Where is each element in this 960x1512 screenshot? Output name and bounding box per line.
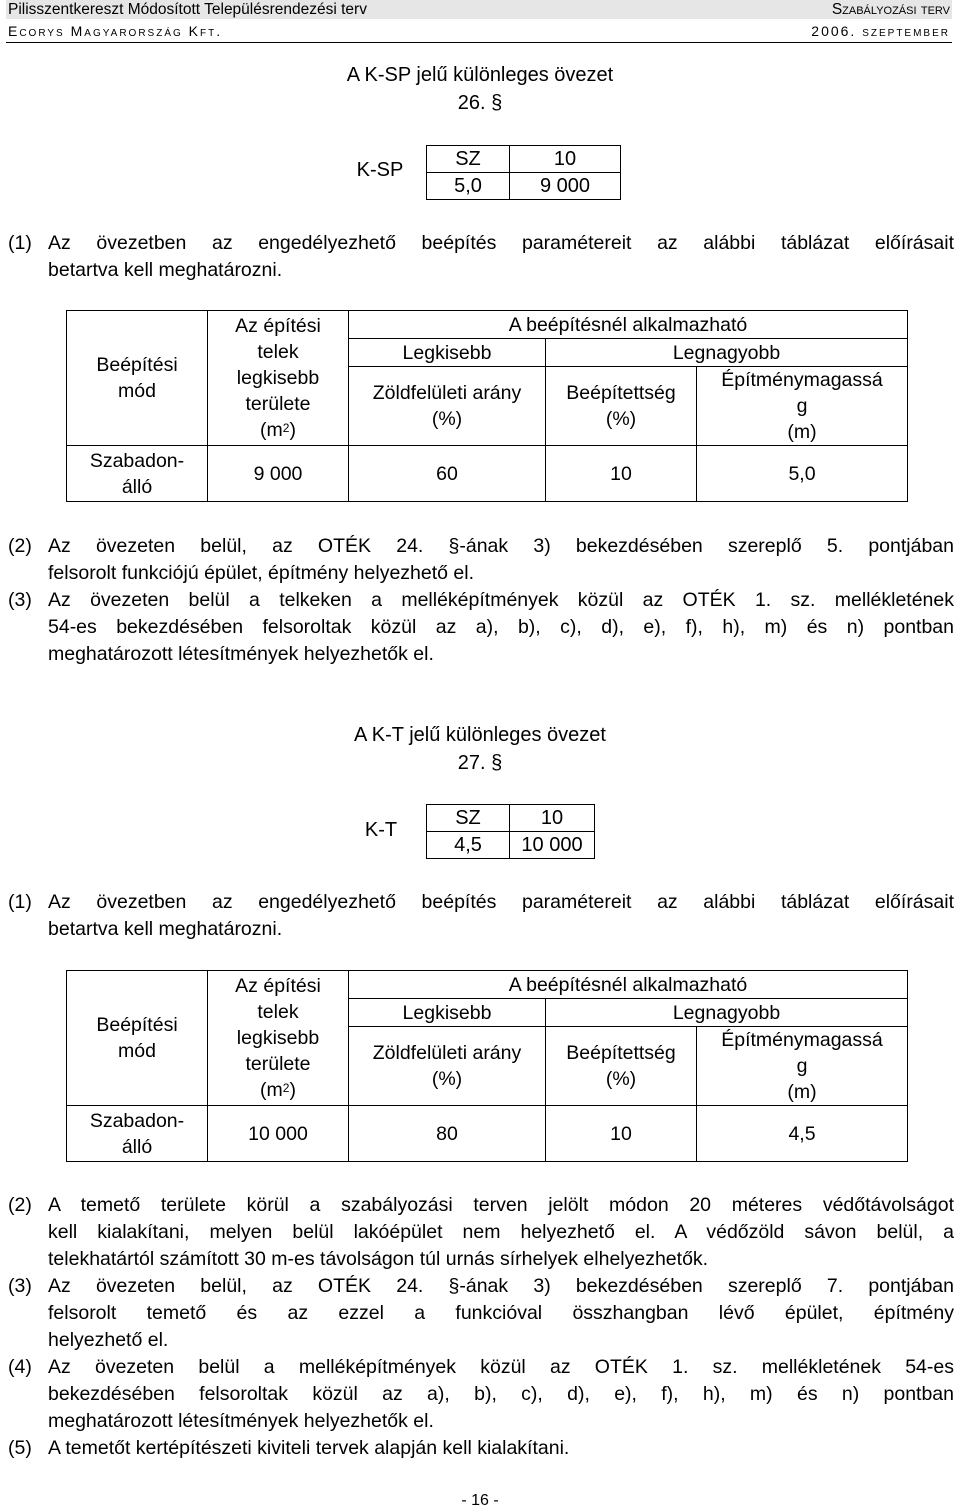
document-title: Pilisszentkereszt Módosított Településrendezési terv	[8, 1, 367, 18]
paragraph-number: (4)	[8, 1356, 32, 1378]
header-min-plot-area: Az építési telek legkisebb területe $(m^2)$	[208, 971, 349, 1106]
value-green-ratio: 80	[349, 1106, 546, 1162]
document-type: Szabályozási terv	[831, 1, 950, 18]
zone-code: K-T	[364, 819, 398, 841]
paragraph-line: felsorolt temető és az ezzel a funkcióval összhangban lévő épület, építmény	[48, 1302, 954, 1324]
paragraph-number: (5)	[8, 1437, 32, 1459]
paragraph-number: (3)	[8, 1275, 32, 1297]
section-title: A K-SP jelű különleges övezet	[346, 64, 614, 86]
paragraph-line: Az övezetben az engedélyezhető beépítés paramétereit az alábbi táblázat előírásait	[48, 232, 954, 254]
paragraph-number: (3)	[8, 589, 32, 611]
mini-cell: 9 000	[510, 173, 621, 200]
paragraph-number: (2)	[8, 535, 32, 557]
document-header-top	[6, 0, 952, 19]
mini-cell: SZ	[427, 805, 510, 832]
row-label-detached: Szabadon- álló	[67, 446, 208, 502]
page-number: - 16 -	[461, 1492, 499, 1509]
value-min-plot-area: 9 000	[208, 446, 349, 502]
mini-cell: SZ	[427, 146, 510, 173]
building-parameters-table	[66, 310, 908, 502]
header-green-ratio: Zöldfelületi arány (%)	[349, 367, 546, 446]
paragraph-line: bekezdésében felsoroltak közül az a), b), c), d), e), f), h), m) és n) pontban	[48, 1383, 954, 1405]
paragraph-line: meghatározott létesítmények helyezhetők el.	[48, 643, 434, 665]
paragraph-1	[8, 889, 954, 943]
header-min: Legkisebb	[349, 999, 546, 1027]
section-number: 26. §	[457, 92, 503, 114]
paragraph-1	[8, 230, 954, 284]
paragraph-line: Az övezeten belül a telkeken a melléképítmények közül az OTÉK 1. sz. mellékletének	[48, 589, 954, 611]
paragraph-line: telekhatártól számított 30 m-es távolságon túl urnás sírhelyek elhelyezhetők.	[48, 1248, 709, 1270]
mini-cell: 4,5	[427, 832, 510, 859]
value-built-ratio: 10	[546, 1106, 697, 1162]
header-applicable: A beépítésnél alkalmazható	[349, 311, 908, 339]
paragraph-number: (1)	[8, 232, 32, 254]
paragraph-number: (2)	[8, 1194, 32, 1216]
paragraph-line: betartva kell meghatározni.	[48, 918, 283, 940]
paragraph-line: kell kialakítani, melyen belül lakóépület nem helyezhető el. A védőzöld sávon belül, a	[48, 1221, 954, 1243]
paragraph-line: Az övezeten belül, az OTÉK 24. §-ának 3) bekezdésében szereplő 7. pontjában	[48, 1275, 954, 1297]
header-building-mode: Beépítési mód	[67, 971, 208, 1106]
company-name: Ecorys Magyarország Kft.	[8, 23, 223, 39]
value-min-plot-area: 10 000	[208, 1106, 349, 1162]
header-max: Legnagyobb	[546, 339, 908, 367]
paragraph-4	[8, 1354, 954, 1435]
paragraph-line: 54-es bekezdésében felsoroltak közül az a), b), c), d), e), f), h), m) és n) pontban	[48, 616, 954, 638]
paragraph-3	[8, 1273, 954, 1354]
mini-cell: 10 000	[510, 832, 595, 859]
value-building-height: 4,5	[697, 1106, 908, 1162]
paragraph-line: helyezhető el.	[48, 1329, 169, 1351]
header-min-plot-area: Az építési telek legkisebb területe $(m^2)$	[208, 311, 349, 446]
header-built-ratio: Beépítettség (%)	[546, 367, 697, 446]
section-title: A K-T jelű különleges övezet	[353, 724, 606, 746]
value-built-ratio: 10	[546, 446, 697, 502]
row-label-detached: Szabadon- álló	[67, 1106, 208, 1162]
paragraph-line: A temető területe körül a szabályozási terven jelölt módon 20 méteres védőtávolságot	[48, 1194, 954, 1216]
paragraph-line: meghatározott létesítmények helyezhetők el.	[48, 1410, 434, 1432]
paragraph-2	[8, 1192, 954, 1273]
mini-cell: 10	[510, 805, 595, 832]
paragraph-line: betartva kell meghatározni.	[48, 259, 283, 281]
value-building-height: 5,0	[697, 446, 908, 502]
header-applicable: A beépítésnél alkalmazható	[349, 971, 908, 999]
header-building-height: Építménymagassá g (m)	[697, 1027, 908, 1106]
header-building-mode: Beépítési mód	[67, 311, 208, 446]
paragraph-line: Az övezetben az engedélyezhető beépítés paramétereit az alábbi táblázat előírásait	[48, 891, 954, 913]
zone-code-table	[426, 145, 621, 200]
header-min: Legkisebb	[349, 339, 546, 367]
paragraph-line: A temetőt kertépítészeti kiviteli tervek alapján kell kialakítani.	[48, 1437, 570, 1459]
paragraph-line: felsorolt funkciójú épület, építmény helyezhető el.	[48, 562, 475, 584]
mini-cell: 5,0	[427, 173, 510, 200]
mini-cell: 10	[510, 146, 621, 173]
document-header-bottom	[6, 20, 952, 43]
zone-code-table	[426, 804, 595, 859]
paragraph-line: Az övezeten belül, az OTÉK 24. §-ának 3) bekezdésében szereplő 5. pontjában	[48, 535, 954, 557]
document-date: 2006. szeptember	[811, 23, 950, 39]
header-built-ratio: Beépítettség (%)	[546, 1027, 697, 1106]
zone-code: K-SP	[356, 159, 404, 181]
section-number: 27. §	[457, 752, 503, 774]
value-green-ratio: 60	[349, 446, 546, 502]
paragraph-5	[8, 1435, 954, 1462]
paragraph-number: (1)	[8, 891, 32, 913]
paragraph-2	[8, 533, 954, 587]
header-green-ratio: Zöldfelületi arány (%)	[349, 1027, 546, 1106]
paragraph-3	[8, 587, 954, 668]
header-building-height: Építménymagassá g (m)	[697, 367, 908, 446]
paragraph-line: Az övezeten belül a melléképítmények közül az OTÉK 1. sz. mellékletének 54-es	[48, 1356, 954, 1378]
header-max: Legnagyobb	[546, 999, 908, 1027]
building-parameters-table	[66, 970, 908, 1162]
